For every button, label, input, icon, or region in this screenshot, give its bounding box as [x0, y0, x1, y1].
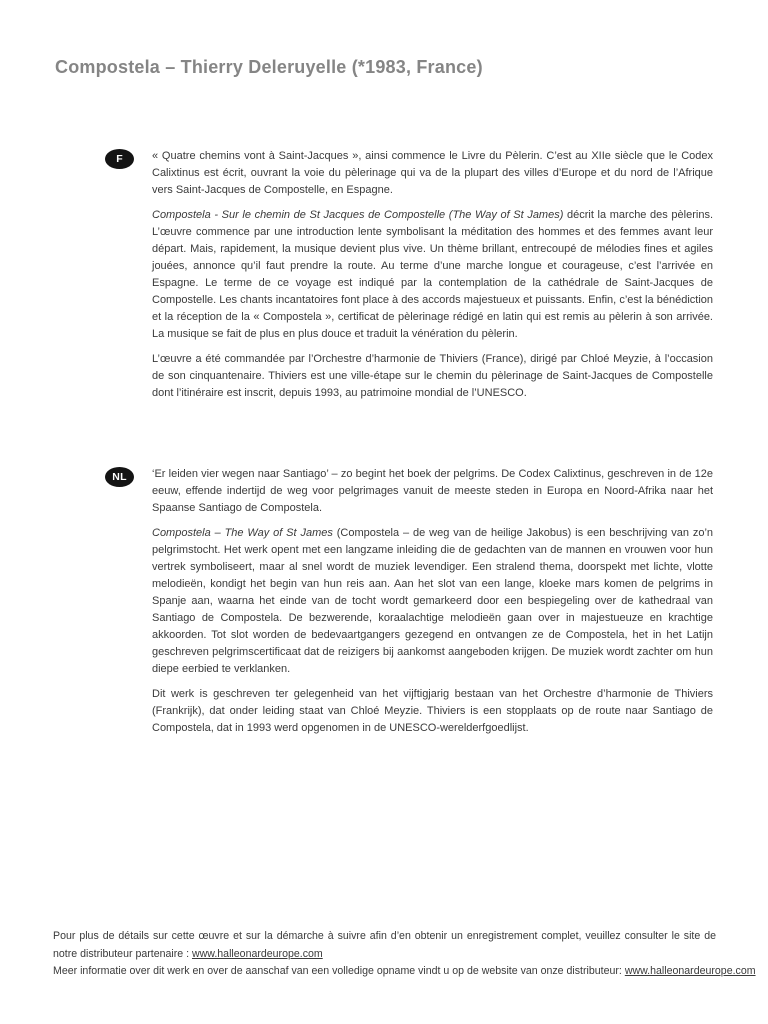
- badge-label: NL: [112, 470, 127, 483]
- language-badge-dutch: [105, 467, 134, 487]
- footer-text: Pour plus de détails sur cette œuvre et sur la démarche à suivre afin d’en obtenir un enregistrement complet, veuillez consulter le site de notre distributeur partenaire :: [53, 930, 716, 960]
- footer-line-dutch: [53, 963, 756, 981]
- paragraph: [152, 207, 713, 343]
- footer-line-french: [53, 928, 716, 963]
- text-run: Dit werk is geschreven ter gelegenheid van het vijftigjarig bestaan van het Orchestre d’harmonie de Thiviers (Frankrijk), dat onder leiding staat van Chloé Meyzie. Thiviers is een stopplaats op de route naar Santiago de Compostela, dat in 1993 werd opgenomen in de UNESCO-werelderfgoedlijst.: [152, 688, 713, 734]
- paragraph: [152, 351, 713, 402]
- paragraph: [152, 148, 713, 199]
- dutch-text-block: [152, 466, 713, 737]
- paragraph: [152, 686, 713, 737]
- badge-label: F: [116, 152, 123, 165]
- text-run: décrit la marche des pèlerins. L’œuvre commence par une introduction lente symbolisant la méditation des hommes et des femmes avant leur départ. Mais, rapidement, la musique devient plus vive. Un thème brillant, entrecoupé de mélodies fines et agiles jouées, annonce qu’il faut prendre la route. Au terme d’une marche longue et courageuse, c’est l’arrivée en Espagne. Le terme de ce voyage est indiqué par la contemplation de la cathédrale de Saint-Jacques de Compostelle. Les chants incantatoires font place à des accords majestueux et puissants. Enfin, c’est la bénédiction et la réception de la « Compostela », certificat de pèlerinage rédigé en latin qui est remis au pèlerin à son arrivée. La musique se fait de plus en plus douce et traduit la vénération du pèlerin.: [152, 209, 714, 340]
- work-title-run: Compostela - Sur le chemin de St Jacques de Compostelle (The Way of St James): [152, 209, 564, 221]
- paragraph: [152, 525, 713, 678]
- distributor-link[interactable]: www.halleonardeurope.com: [191, 947, 323, 960]
- french-text-block: [152, 148, 713, 402]
- paragraph: [152, 466, 713, 517]
- distributor-link[interactable]: www.halleonardeurope.com: [624, 965, 756, 977]
- french-section: [116, 148, 714, 410]
- footer-text: Meer informatie over dit werk en over de aanschaf van een volledige opname vindt u op de website van onze distributeur:: [53, 965, 625, 977]
- footer: [53, 928, 756, 981]
- text-run: ‘Er leiden vier wegen naar Santiago’ – zo begint het boek der pelgrims. De Codex Calixtinus, geschreven in de 12e eeuw, effende indertijd de weg voor pelgrimages vanuit de meeste steden in Europa en Noord-Afrika naar het Spaanse Santiago de Compostela.: [152, 468, 713, 514]
- text-run: L’œuvre a été commandée par l’Orchestre d’harmonie de Thiviers (France), dirigé par Chloé Meyzie, à l’occasion de son cinquantenaire. Thiviers est une ville-étape sur le chemin du pèlerinage de Saint-Jacques de Compostelle dont l’itinéraire est inscrit, depuis 1993, au patrimoine mondial de l’UNESCO.: [152, 353, 713, 399]
- page-title: Compostela – Thierry Deleruyelle (*1983, France): [55, 57, 483, 77]
- text-run: (Compostela – de weg van de heilige Jakobus) is een beschrijving van zo’n pelgrimstocht. Het werk opent met een langzame inleiding die de gedachten van de mannen en vrouwen voor hun vertrek symboliseert, maar al snel wordt de muziek levendiger. Een stralend thema, doorspekt met lichte, vlotte melodieën, kondigt het begin van hun reis aan. Aan het slot van een lange, kloeke mars komen de pelgrims in Spanje aan, waarna het einde van de tocht wordt gemarkeerd door een bespiegeling over de kathedraal van Santiago de Compostela. De bezwerende, koraalachtige melodieën gaan over in majestueuze en krachtige akkoorden. Tot slot worden de bedevaartgangers gezegend en ontvangen ze de Compostela, het in het Latijn geschreven pelgrimscertificaat dat de reizigers bij aankomst aangeboden krijgen. De muziek wordt zachter om hun diepe eerbied te verklanken.: [152, 527, 714, 675]
- text-run: « Quatre chemins vont à Saint-Jacques », ainsi commence le Livre du Pèlerin. C’est au XIIe siècle que le Codex Calixtinus est écrit, ouvrant la voie du pèlerinage qui va de la plupart des villes d’Europe et du nord de l’Afrique vers Saint-Jacques de Compostelle, en Espagne.: [152, 150, 713, 196]
- language-badge-french: [105, 149, 134, 169]
- work-title-run: Compostela – The Way of St James: [152, 527, 333, 539]
- dutch-section: [112, 466, 714, 745]
